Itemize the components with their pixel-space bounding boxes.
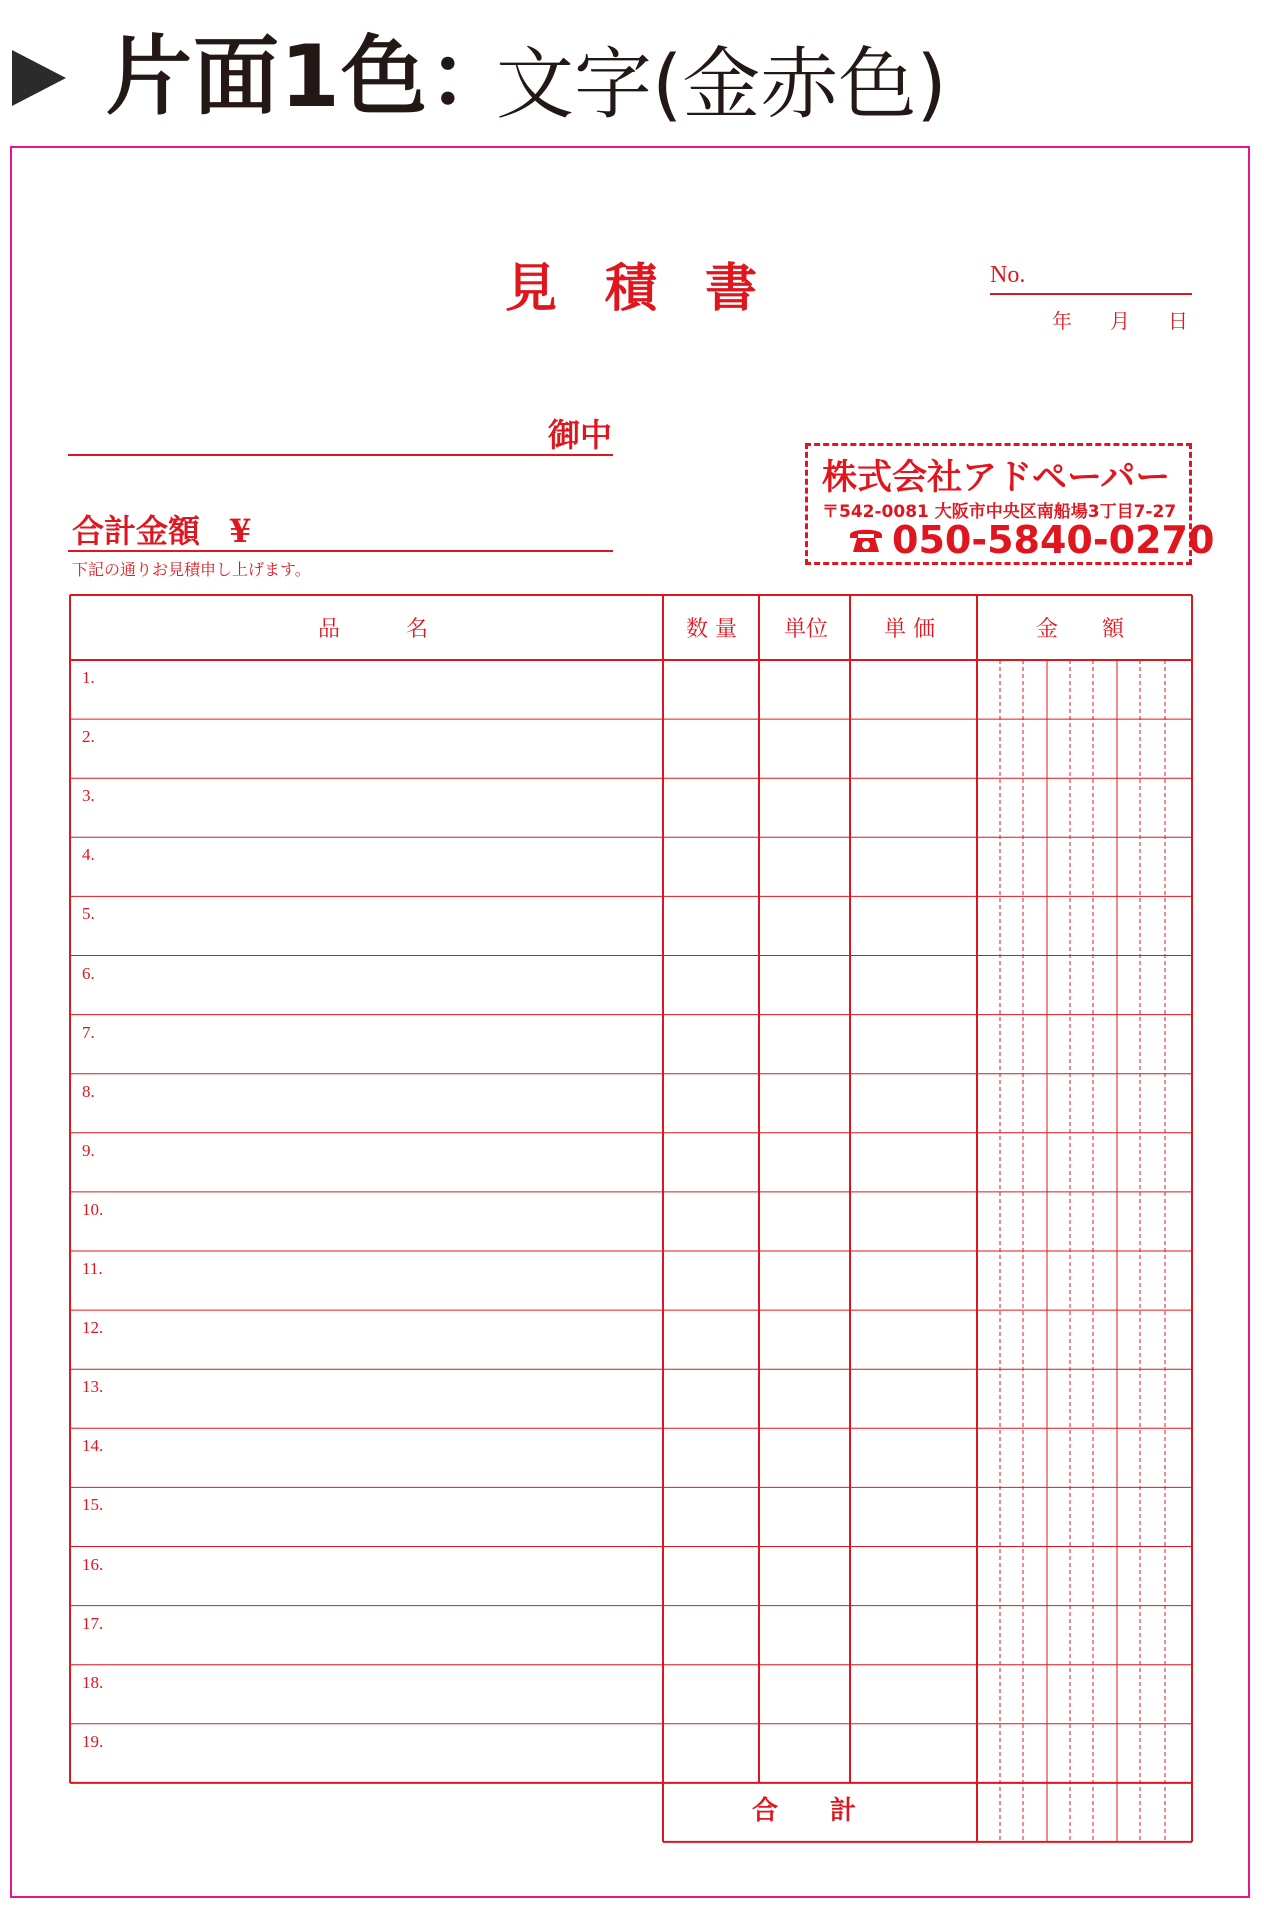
date-day-label: 日 [1168, 309, 1188, 333]
number-label: No. [990, 262, 1026, 288]
table-row-number: 12. [82, 1318, 104, 1338]
table-row-number: 2. [82, 727, 95, 747]
table-row-number: 18. [82, 1672, 104, 1692]
recipient-suffix: 御中 [548, 416, 613, 454]
company-address: 〒542-0081 大阪市中央区南船場3丁目7-27 [822, 502, 1177, 522]
heading-main: 片面1色： [106, 27, 515, 127]
total-amount-text: 合計金額 [72, 512, 201, 550]
table-row-number: 15. [82, 1495, 104, 1515]
header-item-name: 品 名 [318, 617, 429, 642]
table-row-number: 14. [82, 1436, 104, 1456]
table-row-number: 10. [82, 1199, 104, 1219]
table-row-number: 5. [82, 904, 95, 924]
table-row-number: 13. [82, 1377, 104, 1397]
table-row-number: 9. [82, 1140, 95, 1160]
table-row-number: 3. [82, 786, 95, 806]
grand-total-label: 合 計 [752, 1796, 857, 1826]
table-row-number: 1. [82, 668, 95, 687]
date-month-label: 月 [1110, 309, 1130, 333]
table-row-number: 17. [82, 1613, 104, 1633]
heading-sub: 文字(金赤色) [496, 40, 947, 130]
company-name: 株式会社アドペーパー [822, 458, 1171, 498]
estimate-note: 下記の通りお見積申し上げます。 [72, 560, 311, 579]
table-row-number: 19. [82, 1731, 104, 1751]
yen-mark: ¥ [229, 512, 252, 550]
header-unit-price: 単 価 [884, 617, 935, 642]
table-row-number: 4. [82, 845, 95, 865]
form-title: 見積書 [505, 258, 806, 319]
header-quantity: 数 量 [686, 617, 737, 642]
table-row-number: 7. [82, 1022, 95, 1042]
header-unit: 単位 [784, 617, 829, 642]
company-phone-number: 050-5840-0270 [892, 518, 1215, 562]
table-row-number: 8. [82, 1081, 95, 1101]
table-row-number: 11. [82, 1259, 103, 1278]
date-year-label: 年 [1052, 309, 1072, 333]
table-row-number: 16. [82, 1554, 104, 1574]
header-amount: 金 額 [1036, 617, 1125, 642]
table-row-number: 6. [82, 963, 95, 983]
